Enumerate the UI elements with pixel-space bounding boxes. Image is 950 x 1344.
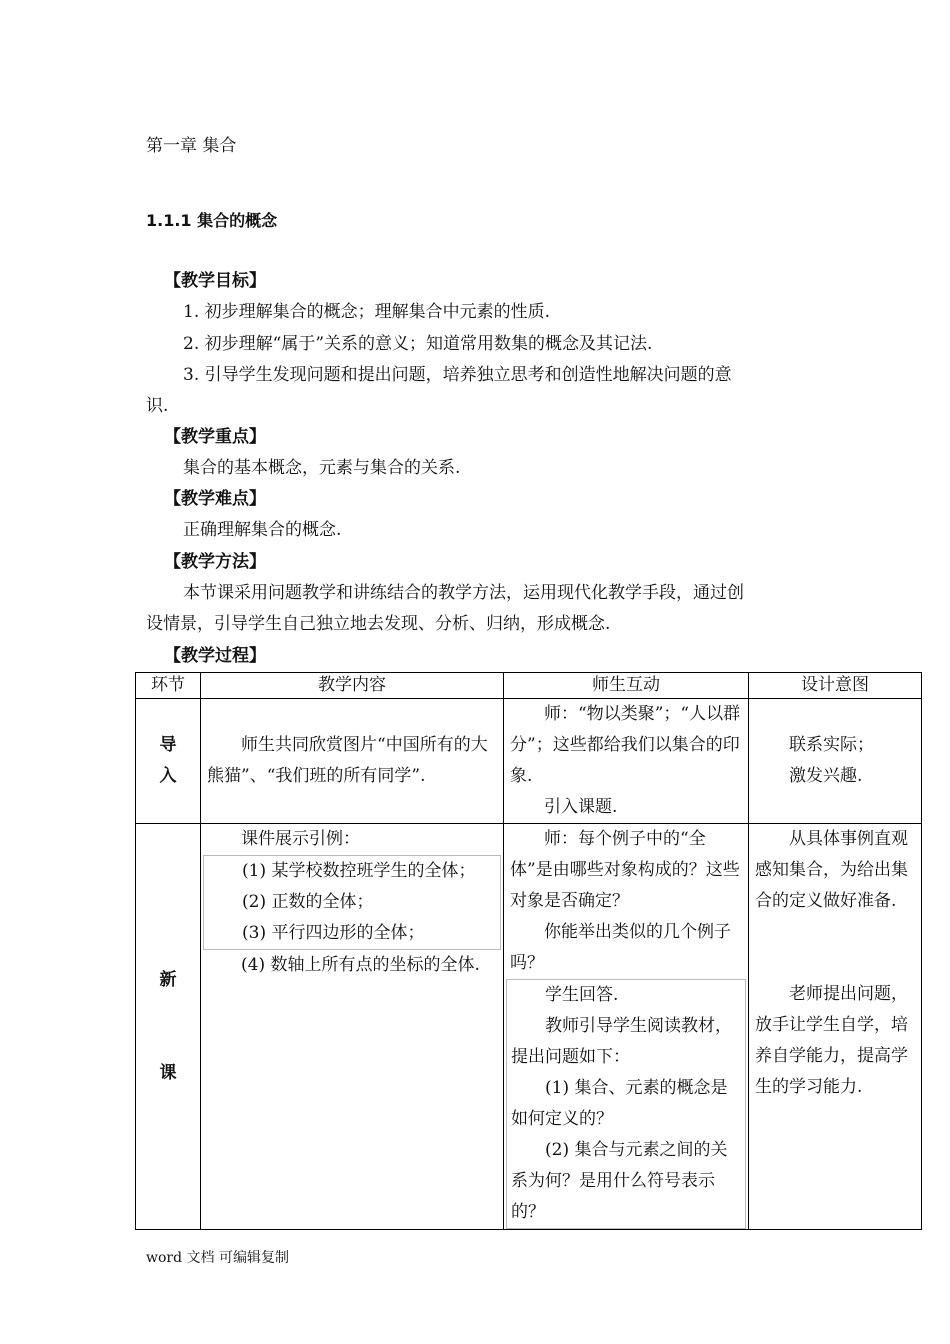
stage-new-lesson: 新 课 (136, 824, 201, 1230)
header-interaction: 师生互动 (504, 673, 749, 699)
intro-content: 师生共同欣赏图片“中国所有的大熊猫”、“我们班的所有同学”. (201, 699, 504, 824)
new-lesson-interaction: 师：每个例子中的“全体”是由哪些对象构成的？这些对象是否确定？ 你能举出类似的几个例子吗？ 学生回答. 教师引导学生阅读教材，提出问题如下： (1) 集合、元素的概念是如何定义的？ (2) 集合与元素之间的关系为何？是用什么符号表示的？ (504, 824, 749, 1230)
difficulties-heading: 【教学难点】 (164, 489, 266, 509)
chapter-title: 第一章 集合 (146, 136, 237, 156)
process-table (135, 672, 922, 1230)
difficulties-text: 正确理解集合的概念. (183, 520, 342, 540)
table-row-new-lesson (136, 824, 922, 1230)
header-content: 教学内容 (201, 673, 504, 699)
methods-heading: 【教学方法】 (164, 552, 266, 572)
methods-text-line1: 本节课采用问题教学和讲练结合的教学方法，运用现代化教学手段，通过创 (183, 583, 744, 603)
objective-item: 1. 初步理解集合的概念；理解集合中元素的性质. (183, 302, 551, 322)
objective-item: 3. 引导学生发现问题和提出问题，培养独立思考和创造性地解决问题的意 (183, 365, 732, 385)
intro-intent: 联系实际； 激发兴趣. (749, 699, 922, 824)
objective-item: 识. (146, 396, 169, 416)
new-lesson-intent: 从具体事例直观感知集合，为给出集合的定义做好准备. 老师提出问题，放手让学生自学，培养自学能力，提高学生的学习能力. (749, 824, 922, 1230)
section-title: 1.1.1 集合的概念 (146, 211, 278, 230)
table-header-row (136, 673, 922, 699)
example-box: (1) 某学校数控班学生的全体； (2) 正数的全体； (3) 平行四边形的全体； (203, 855, 501, 950)
process-heading: 【教学过程】 (164, 646, 266, 666)
header-stage: 环节 (136, 673, 201, 699)
student-answer-box: 学生回答. 教师引导学生阅读教材，提出问题如下： (1) 集合、元素的概念是如何定义的？ (2) 集合与元素之间的关系为何？是用什么符号表示的？ (506, 979, 746, 1229)
stage-intro: 导 入 (136, 699, 201, 824)
table-row-intro (136, 699, 922, 824)
new-lesson-content: 课件展示引例： (1) 某学校数控班学生的全体； (2) 正数的全体； (3) 平行四边形的全体； (4) 数轴上所有点的坐标的全体. (201, 824, 504, 1230)
methods-text-line2: 设情景，引导学生自己独立地去发现、分析、归纳，形成概念. (146, 614, 611, 634)
key-points-heading: 【教学重点】 (164, 427, 266, 447)
key-points-text: 集合的基本概念，元素与集合的关系. (183, 458, 461, 478)
footer: word 文档 可编辑复制 (146, 1250, 289, 1266)
header-intent: 设计意图 (749, 673, 922, 699)
intro-interaction: 师：“物以类聚”；“人以群分”；这些都给我们以集合的印象. 引入课题. (504, 699, 749, 824)
objective-item: 2. 初步理解“属于”关系的意义；知道常用数集的概念及其记法. (183, 334, 653, 354)
objectives-heading: 【教学目标】 (164, 271, 266, 291)
